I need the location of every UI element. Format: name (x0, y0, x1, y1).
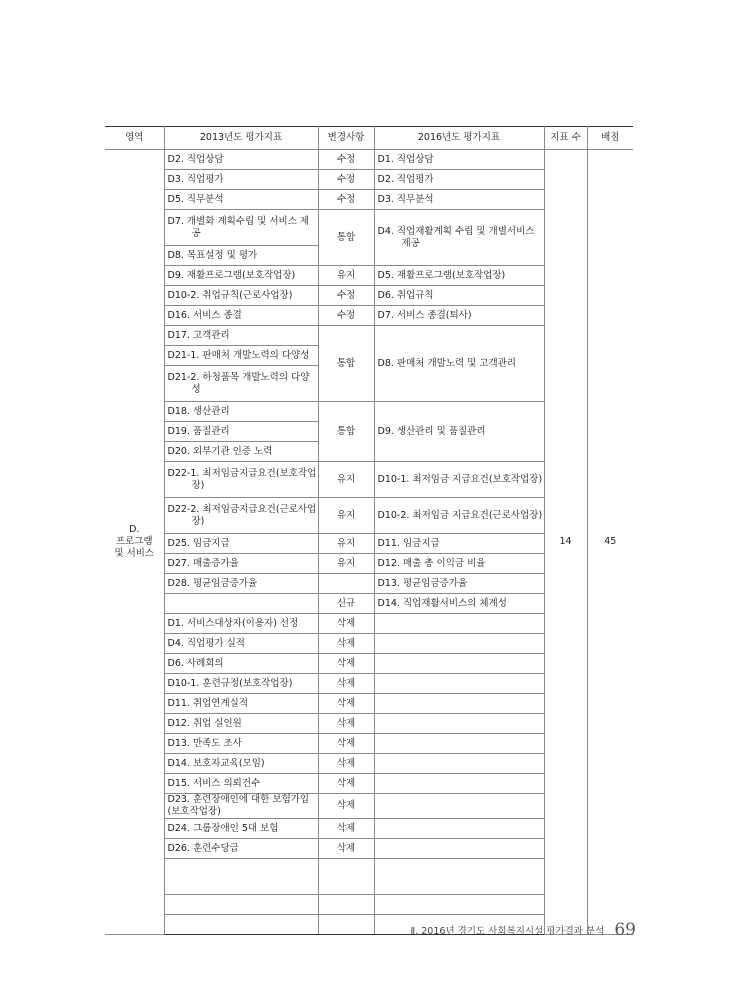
header-indicator-count: 지표 수 (544, 127, 587, 150)
new-indicator: D10-1. 최저임금 지급요건(보호작업장) (374, 462, 544, 498)
old-indicator (164, 895, 318, 915)
new-indicator: D11. 임금지급 (374, 534, 544, 554)
header-change: 변경사항 (318, 127, 374, 150)
new-indicator (374, 819, 544, 839)
new-indicator: D3. 직무분석 (374, 190, 544, 210)
new-indicator (374, 674, 544, 694)
change-type: 삭제 (318, 774, 374, 794)
old-indicator: D8. 목표설정 및 평가 (164, 246, 318, 266)
new-indicator: D14. 직업재활서비스의 체계성 (374, 594, 544, 614)
new-indicator: D10-2. 최저임금 지급요건(근로사업장) (374, 498, 544, 534)
header-2016-indicator: 2016년도 평가지표 (374, 127, 544, 150)
new-indicator (374, 654, 544, 674)
old-indicator: D14. 보호자교육(모임) (164, 754, 318, 774)
change-type: 유지 (318, 498, 374, 534)
new-indicator (374, 754, 544, 774)
old-indicator: D16. 서비스 종결 (164, 306, 318, 326)
new-indicator (374, 774, 544, 794)
change-type: 삭제 (318, 674, 374, 694)
old-indicator: D24. 그룹장애인 5대 보험 (164, 819, 318, 839)
change-type: 삭제 (318, 794, 374, 819)
area-name-line1: 프로그램 (115, 536, 153, 547)
old-indicator: D13. 만족도 조사 (164, 734, 318, 754)
table-header-row (105, 127, 633, 150)
new-indicator: D4. 직업재활계획 수립 및 개별서비스 제공 (374, 210, 544, 266)
new-indicator: D8. 판매처 개발노력 및 고객관리 (374, 326, 544, 402)
table-row (105, 150, 633, 170)
new-indicator: D9. 생산관리 및 품질관리 (374, 402, 544, 462)
old-indicator: D21-1. 판매처 개발노력의 다양성 (164, 346, 318, 366)
change-type: 삭제 (318, 654, 374, 674)
change-type: 삭제 (318, 754, 374, 774)
change-type: 통합 (318, 326, 374, 402)
old-indicator: D3. 직업평가 (164, 170, 318, 190)
change-type: 유지 (318, 266, 374, 286)
new-indicator: D7. 서비스 종결(퇴사) (374, 306, 544, 326)
area-name-line2: 및 서비스 (114, 548, 155, 559)
change-type: 수정 (318, 306, 374, 326)
change-type: 삭제 (318, 634, 374, 654)
old-indicator: D27. 매출증가율 (164, 554, 318, 574)
change-type (318, 574, 374, 594)
evaluation-indicator-table (105, 126, 633, 935)
change-type: 통합 (318, 402, 374, 462)
old-indicator: D25. 임금지급 (164, 534, 318, 554)
old-indicator: D4. 직업평가 실적 (164, 634, 318, 654)
old-indicator: D6. 사례회의 (164, 654, 318, 674)
new-indicator: D12. 매출 총 이익금 비율 (374, 554, 544, 574)
old-indicator: D20. 외부기관 인증 노력 (164, 442, 318, 462)
header-score: 배점 (587, 127, 633, 150)
change-type: 수정 (318, 170, 374, 190)
old-indicator: D10-2. 취업규칙(근로사업장) (164, 286, 318, 306)
old-indicator: D9. 재활프로그램(보호작업장) (164, 266, 318, 286)
old-indicator: D2. 직업상담 (164, 150, 318, 170)
old-indicator: D22-1. 최저임금지급요건(보호작업장) (164, 462, 318, 498)
change-type: 수정 (318, 190, 374, 210)
change-type: 삭제 (318, 819, 374, 839)
old-indicator: D1. 서비스대상자(이용자) 선정 (164, 614, 318, 634)
old-indicator: D15. 서비스 의뢰건수 (164, 774, 318, 794)
old-indicator: D5. 직무분석 (164, 190, 318, 210)
new-indicator (374, 694, 544, 714)
new-indicator (374, 734, 544, 754)
change-type: 유지 (318, 554, 374, 574)
old-indicator (164, 915, 318, 935)
indicator-count-value: 14 (544, 150, 587, 935)
change-type: 유지 (318, 534, 374, 554)
change-type (318, 859, 374, 895)
change-type: 수정 (318, 286, 374, 306)
old-indicator (164, 859, 318, 895)
header-2013-indicator: 2013년도 평가지표 (164, 127, 318, 150)
old-indicator: D28. 평균임금증가율 (164, 574, 318, 594)
new-indicator: D13. 평균임금증가율 (374, 574, 544, 594)
change-type: 수정 (318, 150, 374, 170)
new-indicator (374, 794, 544, 819)
old-indicator: D18. 생산관리 (164, 402, 318, 422)
change-type: 유지 (318, 462, 374, 498)
change-type (318, 895, 374, 915)
new-indicator: D5. 재활프로그램(보호작업장) (374, 266, 544, 286)
change-type: 삭제 (318, 694, 374, 714)
new-indicator: D6. 취업규칙 (374, 286, 544, 306)
new-indicator (374, 839, 544, 859)
new-indicator (374, 859, 544, 895)
area-cell (105, 150, 164, 935)
new-indicator (374, 634, 544, 654)
old-indicator: D11. 취업연계실적 (164, 694, 318, 714)
old-indicator: D23. 훈련장애인에 대한 보험가입(보호작업장) (164, 794, 318, 819)
change-type: 통합 (318, 210, 374, 266)
old-indicator: D22-2. 최저임금지급요건(근로사업장) (164, 498, 318, 534)
change-type (318, 915, 374, 935)
old-indicator: D17. 고객관리 (164, 326, 318, 346)
old-indicator: D19. 품질관리 (164, 422, 318, 442)
old-indicator (164, 594, 318, 614)
old-indicator: D12. 취업 실인원 (164, 714, 318, 734)
footer-chapter-title: Ⅱ. 2016년 경기도 사회복지시설 평가결과 분석 (410, 926, 605, 937)
page-number: 69 (614, 920, 636, 940)
new-indicator (374, 714, 544, 734)
old-indicator: D7. 개별화 계획수립 및 서비스 제공 (164, 210, 318, 246)
page-footer (390, 918, 636, 942)
new-indicator (374, 895, 544, 915)
change-type: 삭제 (318, 714, 374, 734)
change-type: 삭제 (318, 839, 374, 859)
old-indicator: D26. 훈련수당급 (164, 839, 318, 859)
new-indicator: D2. 직업평가 (374, 170, 544, 190)
header-area: 영역 (105, 127, 164, 150)
change-type: 신규 (318, 594, 374, 614)
area-code: D. (129, 524, 140, 535)
change-type: 삭제 (318, 734, 374, 754)
old-indicator: D10-1. 훈련규정(보호작업장) (164, 674, 318, 694)
new-indicator (374, 614, 544, 634)
new-indicator: D1. 직업상담 (374, 150, 544, 170)
old-indicator: D21-2. 하청품목 개발노력의 다양성 (164, 366, 318, 402)
score-value: 45 (587, 150, 633, 935)
change-type: 삭제 (318, 614, 374, 634)
